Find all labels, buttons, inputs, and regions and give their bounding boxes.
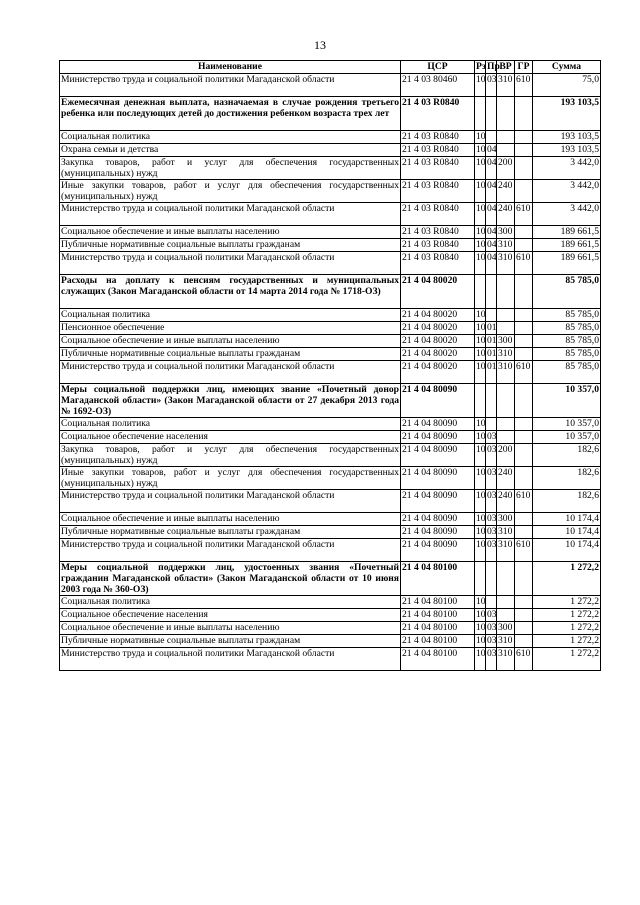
- table-row: [60, 226, 601, 239]
- row-gr-cell: [515, 275, 533, 309]
- row-rz-cell: 10: [475, 252, 486, 275]
- row-csr-cell: 21 4 03 R0840: [401, 239, 475, 252]
- row-rz-cell: 10: [475, 444, 486, 467]
- row-name-cell: Охрана семьи и детства: [60, 144, 401, 157]
- table-row: [60, 239, 601, 252]
- row-pr-cell: 04: [487, 226, 497, 237]
- row-vr-cell: [497, 562, 515, 596]
- row-gr-cell: 610: [515, 490, 533, 513]
- row-vr-cell: 200: [497, 444, 515, 467]
- row-rz-cell: 10: [476, 226, 486, 237]
- row-rz-cell: 10: [476, 309, 486, 320]
- row-gr-cell: 610: [515, 74, 533, 97]
- row-name-cell: Социальное обеспечение и иные выплаты населению: [60, 335, 401, 348]
- row-rz-cell: 10: [475, 180, 486, 203]
- row-vr-cell: 310: [497, 74, 515, 97]
- row-pr-cell: 01: [486, 361, 497, 384]
- row-csr-cell: 21 4 04 80100: [401, 562, 475, 596]
- row-pr-cell: 04: [486, 252, 497, 275]
- row-rz-cell: 10: [475, 157, 486, 180]
- row-name-cell: Социальная политика: [60, 418, 401, 431]
- row-vr-cell: 240: [497, 180, 515, 203]
- row-vr-cell: [497, 609, 515, 622]
- row-name-cell: Пенсионное обеспечение: [60, 322, 401, 335]
- row-sum-cell: 182,6: [533, 444, 601, 467]
- row-sum-cell: 10 357,0: [533, 418, 601, 431]
- table-body: [60, 74, 601, 671]
- row-sum-cell: 10 174,4: [533, 539, 601, 562]
- col-header-name: Наименование: [60, 61, 401, 74]
- row-sum-cell: 1 272,2: [533, 596, 601, 609]
- row-name-cell: Публичные нормативные социальные выплаты гражданам: [60, 239, 401, 252]
- row-pr-cell: 03: [486, 539, 497, 562]
- row-csr-cell: 21 4 04 80020: [401, 348, 475, 361]
- table-row: [60, 252, 601, 275]
- row-name-cell: Социальная политика: [60, 596, 401, 609]
- row-gr-cell: 610: [515, 203, 533, 226]
- row-pr-cell: [486, 309, 497, 322]
- row-sum-cell: 182,6: [533, 467, 601, 490]
- budget-table: [59, 60, 601, 671]
- row-rz-cell: 10: [476, 131, 486, 142]
- row-vr-cell: 310: [497, 635, 515, 648]
- row-csr-cell: 21 4 04 80090: [401, 384, 475, 418]
- row-pr-cell: 03: [487, 622, 497, 633]
- table-row: [60, 74, 601, 97]
- row-pr-cell: [486, 418, 497, 431]
- table-row: [60, 144, 601, 157]
- row-sum-cell: 1 272,2: [533, 609, 601, 622]
- page-number: 13: [314, 38, 326, 52]
- table-row: [60, 539, 601, 562]
- row-vr-cell: 310: [497, 361, 515, 384]
- table-row: [60, 596, 601, 609]
- row-rz-cell: 10: [476, 635, 486, 646]
- row-vr-cell: 300: [497, 622, 515, 635]
- row-sum-cell: 1 272,2: [533, 622, 601, 635]
- table-row: [60, 97, 601, 131]
- row-rz-cell: 10: [476, 622, 486, 633]
- row-csr-cell: 21 4 04 80090: [401, 526, 475, 539]
- row-name-cell: Расходы на доплату к пенсиям государственных и муниципальных служащих (Закон Магаданской области от 14 марта 2014 года № 1718-ОЗ): [60, 275, 401, 309]
- row-gr-cell: [515, 226, 533, 239]
- row-sum-cell: 85 785,0: [533, 322, 601, 335]
- row-sum-cell: 1 272,2: [533, 648, 601, 671]
- row-name-cell: Министерство труда и социальной политики Магаданской области: [60, 539, 401, 562]
- row-rz-cell: 10: [475, 467, 486, 490]
- row-name-cell: Социальная политика: [60, 131, 401, 144]
- row-rz-cell: 10: [476, 322, 486, 333]
- row-rz-cell: 10: [475, 539, 486, 562]
- row-gr-cell: [515, 431, 533, 444]
- row-name-cell: Министерство труда и социальной политики Магаданской области: [60, 648, 401, 671]
- row-rz-cell: 10: [476, 348, 486, 359]
- table-row: [60, 361, 601, 384]
- row-csr-cell: 21 4 03 R0840: [401, 144, 475, 157]
- row-vr-cell: [497, 97, 515, 131]
- row-csr-cell: 21 4 04 80100: [401, 622, 475, 635]
- table-row: [60, 131, 601, 144]
- row-pr-cell: 03: [486, 467, 497, 490]
- row-pr-cell: 03: [486, 444, 497, 467]
- row-vr-cell: 300: [497, 226, 515, 239]
- row-gr-cell: [515, 348, 533, 361]
- row-gr-cell: [515, 444, 533, 467]
- row-gr-cell: [515, 635, 533, 648]
- row-sum-cell: 1 272,2: [533, 635, 601, 648]
- row-gr-cell: [515, 180, 533, 203]
- row-vr-cell: [497, 384, 515, 418]
- row-csr-cell: 21 4 03 R0840: [401, 226, 475, 239]
- table-row: [60, 513, 601, 526]
- row-name-cell: Министерство труда и социальной политики Магаданской области: [60, 203, 401, 226]
- table-row: [60, 648, 601, 671]
- row-rz-cell: 10: [476, 144, 486, 155]
- row-gr-cell: [515, 144, 533, 157]
- row-csr-cell: 21 4 04 80020: [401, 361, 475, 384]
- row-gr-cell: [515, 322, 533, 335]
- row-sum-cell: 182,6: [533, 490, 601, 513]
- row-name-cell: Публичные нормативные социальные выплаты гражданам: [60, 348, 401, 361]
- row-csr-cell: 21 4 04 80090: [401, 467, 475, 490]
- row-sum-cell: 3 442,0: [533, 180, 601, 203]
- row-pr-cell: 03: [486, 74, 497, 97]
- row-vr-cell: [497, 131, 515, 144]
- col-header-sum: Сумма: [533, 61, 601, 74]
- row-vr-cell: [497, 144, 515, 157]
- row-rz-cell: [475, 562, 486, 596]
- row-sum-cell: 1 272,2: [533, 562, 601, 596]
- row-sum-cell: 75,0: [533, 74, 601, 97]
- row-gr-cell: [515, 562, 533, 596]
- row-csr-cell: 21 4 03 R0840: [401, 180, 475, 203]
- row-pr-cell: 04: [487, 144, 497, 155]
- row-csr-cell: 21 4 04 80090: [401, 539, 475, 562]
- row-sum-cell: 10 174,4: [533, 526, 601, 539]
- col-header-gr: ГР: [515, 61, 533, 74]
- row-csr-cell: 21 4 04 80090: [401, 418, 475, 431]
- row-name-cell: Закупка товаров, работ и услуг для обеспечения государственных (муниципальных) нужд: [61, 444, 399, 466]
- row-rz-cell: 10: [476, 418, 486, 429]
- row-name-cell: Публичные нормативные социальные выплаты гражданам: [60, 635, 401, 648]
- row-sum-cell: 3 442,0: [533, 203, 601, 226]
- row-csr-cell: 21 4 04 80020: [401, 275, 475, 309]
- row-rz-cell: 10: [475, 203, 486, 226]
- row-rz-cell: 10: [476, 513, 486, 524]
- row-gr-cell: [515, 131, 533, 144]
- row-rz-cell: [475, 97, 486, 131]
- row-rz-cell: 10: [476, 431, 486, 442]
- row-vr-cell: 310: [497, 648, 515, 671]
- row-pr-cell: 01: [487, 335, 497, 346]
- row-name-cell: Социальное обеспечение и иные выплаты населению: [60, 622, 401, 635]
- table-row: [60, 490, 601, 513]
- row-pr-cell: 04: [486, 180, 497, 203]
- col-header-vr: ВР: [497, 61, 515, 74]
- row-gr-cell: 610: [515, 539, 533, 562]
- row-vr-cell: [497, 275, 515, 309]
- row-gr-cell: [515, 609, 533, 622]
- table-row: [60, 157, 601, 180]
- row-pr-cell: [486, 97, 497, 131]
- table-row: [60, 562, 601, 596]
- table-row: [60, 203, 601, 226]
- row-rz-cell: 10: [475, 74, 486, 97]
- row-vr-cell: 300: [497, 513, 515, 526]
- table-row: [60, 444, 601, 467]
- row-vr-cell: 310: [497, 348, 515, 361]
- row-vr-cell: 300: [497, 335, 515, 348]
- row-gr-cell: [515, 97, 533, 131]
- row-pr-cell: [486, 275, 497, 309]
- row-vr-cell: 310: [497, 252, 515, 275]
- row-gr-cell: [515, 513, 533, 526]
- row-gr-cell: 610: [515, 252, 533, 275]
- row-name-cell: Министерство труда и социальной политики Магаданской области: [60, 361, 401, 384]
- table-row: [60, 348, 601, 361]
- row-pr-cell: 03: [487, 609, 497, 620]
- row-gr-cell: [515, 596, 533, 609]
- row-pr-cell: 03: [486, 490, 497, 513]
- table-row: [60, 609, 601, 622]
- table-row: [60, 275, 601, 309]
- row-pr-cell: [486, 596, 497, 609]
- row-sum-cell: 10 357,0: [533, 431, 601, 444]
- row-rz-cell: 10: [475, 361, 486, 384]
- row-rz-cell: 10: [476, 335, 486, 346]
- table-header-row: [60, 61, 601, 74]
- row-pr-cell: 03: [487, 635, 497, 646]
- row-csr-cell: 21 4 03 R0840: [401, 252, 475, 275]
- row-gr-cell: [515, 418, 533, 431]
- row-gr-cell: [515, 335, 533, 348]
- row-sum-cell: 189 661,5: [533, 239, 601, 252]
- row-csr-cell: 21 4 03 R0840: [401, 131, 475, 144]
- row-pr-cell: 03: [486, 648, 497, 671]
- row-csr-cell: 21 4 04 80100: [401, 596, 475, 609]
- row-csr-cell: 21 4 04 80020: [401, 322, 475, 335]
- table-row: [60, 526, 601, 539]
- row-csr-cell: 21 4 04 80100: [401, 648, 475, 671]
- row-pr-cell: [486, 562, 497, 596]
- row-pr-cell: 03: [487, 431, 497, 442]
- row-pr-cell: 04: [487, 239, 497, 250]
- table-row: [60, 335, 601, 348]
- row-csr-cell: 21 4 04 80090: [401, 444, 475, 467]
- row-name-cell: Социальное обеспечение населения: [60, 431, 401, 444]
- col-header-rz: Рз: [476, 61, 486, 72]
- row-gr-cell: [515, 309, 533, 322]
- table-row: [60, 418, 601, 431]
- row-gr-cell: [515, 526, 533, 539]
- row-pr-cell: 04: [486, 203, 497, 226]
- row-pr-cell: 03: [487, 513, 497, 524]
- row-name-cell: Социальное обеспечение населения: [60, 609, 401, 622]
- table-row: [60, 309, 601, 322]
- row-name-cell: Иные закупки товаров, работ и услуг для обеспечения государственных (муниципальных) нужд: [61, 180, 399, 202]
- row-rz-cell: 10: [475, 648, 486, 671]
- row-gr-cell: [515, 157, 533, 180]
- row-sum-cell: 10 174,4: [533, 513, 601, 526]
- row-gr-cell: 610: [515, 648, 533, 671]
- row-name-cell: Социальное обеспечение и иные выплаты населению: [60, 226, 401, 239]
- row-rz-cell: 10: [476, 239, 486, 250]
- row-name-cell: Министерство труда и социальной политики Магаданской области: [60, 490, 401, 513]
- row-vr-cell: 310: [497, 526, 515, 539]
- row-name-cell: Публичные нормативные социальные выплаты гражданам: [60, 526, 401, 539]
- row-vr-cell: [497, 309, 515, 322]
- row-csr-cell: 21 4 04 80020: [401, 309, 475, 322]
- row-sum-cell: 85 785,0: [533, 348, 601, 361]
- row-rz-cell: 10: [475, 490, 486, 513]
- row-gr-cell: 610: [515, 361, 533, 384]
- row-csr-cell: 21 4 04 80090: [401, 513, 475, 526]
- row-vr-cell: [497, 322, 515, 335]
- row-csr-cell: 21 4 03 R0840: [401, 203, 475, 226]
- row-name-cell: Иные закупки товаров, работ и услуг для обеспечения государственных (муниципальных) нужд: [61, 467, 399, 489]
- row-vr-cell: 240: [497, 490, 515, 513]
- row-sum-cell: 193 103,5: [533, 97, 601, 131]
- row-name-cell: Министерство труда и социальной политики Магаданской области: [60, 252, 401, 275]
- table-row: [60, 467, 601, 490]
- row-rz-cell: 10: [476, 526, 486, 537]
- row-vr-cell: [497, 596, 515, 609]
- row-name-cell: Меры социальной поддержки лиц, имеющих звание «Почетный донор Магаданской области» (Закон Магаданской области от 27 декабря 2013 года № 1692-ОЗ): [61, 384, 399, 417]
- table-row: [60, 622, 601, 635]
- row-name-cell: Меры социальной поддержки лиц, удостоенных звания «Почетный гражданин Магаданской области» (Закон Магаданской области от 10 июня 2003 года № 360-ОЗ): [61, 562, 399, 595]
- row-name-cell: Закупка товаров, работ и услуг для обеспечения государственных (муниципальных) нужд: [61, 157, 399, 179]
- row-pr-cell: 01: [487, 322, 497, 333]
- row-rz-cell: [475, 275, 486, 309]
- row-gr-cell: [515, 384, 533, 418]
- row-vr-cell: [497, 431, 515, 444]
- row-rz-cell: 10: [476, 609, 486, 620]
- row-csr-cell: 21 4 04 80100: [401, 609, 475, 622]
- row-sum-cell: 85 785,0: [533, 275, 601, 309]
- row-sum-cell: 193 103,5: [533, 131, 601, 144]
- row-csr-cell: 21 4 03 80460: [401, 74, 475, 97]
- row-gr-cell: [515, 239, 533, 252]
- table-row: [60, 180, 601, 203]
- table-row: [60, 431, 601, 444]
- row-sum-cell: 10 357,0: [533, 384, 601, 418]
- row-vr-cell: 310: [497, 539, 515, 562]
- row-csr-cell: 21 4 04 80020: [401, 335, 475, 348]
- row-pr-cell: [486, 384, 497, 418]
- row-name-cell: Социальное обеспечение и иные выплаты населению: [60, 513, 401, 526]
- row-vr-cell: 310: [497, 239, 515, 252]
- row-sum-cell: 3 442,0: [533, 157, 601, 180]
- row-name-cell: Социальная политика: [60, 309, 401, 322]
- row-csr-cell: 21 4 03 R0840: [401, 97, 475, 131]
- row-sum-cell: 85 785,0: [533, 309, 601, 322]
- row-vr-cell: 240: [497, 467, 515, 490]
- col-header-csr: ЦСР: [401, 61, 475, 74]
- row-name-cell: Ежемесячная денежная выплата, назначаемая в случае рождения третьего ребенка или последующих детей до достижения ребенком возраста трех лет: [60, 97, 401, 131]
- row-gr-cell: [515, 622, 533, 635]
- row-pr-cell: [486, 131, 497, 144]
- row-csr-cell: 21 4 04 80090: [401, 431, 475, 444]
- row-vr-cell: 240: [497, 203, 515, 226]
- row-csr-cell: 21 4 03 R0840: [401, 157, 475, 180]
- row-rz-cell: [475, 384, 486, 418]
- row-sum-cell: 189 661,5: [533, 252, 601, 275]
- row-csr-cell: 21 4 04 80090: [401, 490, 475, 513]
- row-sum-cell: 85 785,0: [533, 335, 601, 348]
- col-header-pr: Пр: [487, 61, 500, 72]
- table-row: [60, 635, 601, 648]
- row-csr-cell: 21 4 04 80100: [401, 635, 475, 648]
- row-vr-cell: [497, 418, 515, 431]
- row-pr-cell: 03: [487, 526, 497, 537]
- row-sum-cell: 193 103,5: [533, 144, 601, 157]
- table-row: [60, 322, 601, 335]
- row-pr-cell: 04: [486, 157, 497, 180]
- row-gr-cell: [515, 467, 533, 490]
- row-pr-cell: 01: [487, 348, 497, 359]
- row-rz-cell: 10: [476, 596, 486, 607]
- row-vr-cell: 200: [497, 157, 515, 180]
- table-row: [60, 384, 601, 418]
- row-sum-cell: 85 785,0: [533, 361, 601, 384]
- row-sum-cell: 189 661,5: [533, 226, 601, 239]
- row-name-cell: Министерство труда и социальной политики Магаданской области: [60, 74, 401, 97]
